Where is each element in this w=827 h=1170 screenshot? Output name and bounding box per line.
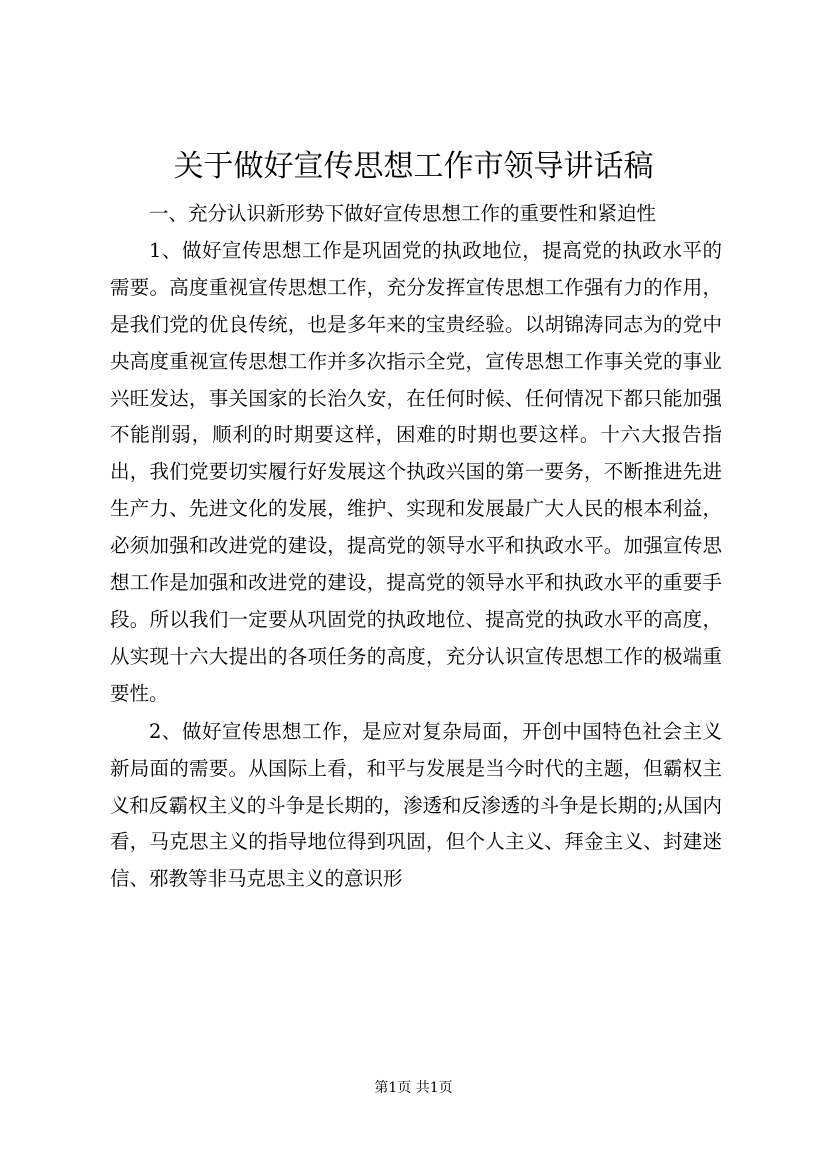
document-title: 关于做好宣传思想工作市领导讲话稿 [173,149,654,184]
document-body [110,196,722,898]
page-footer: 第1页 共1页 [374,1080,453,1096]
paragraph: 1、做好宣传思想工作是巩固党的执政地位，提高党的执政水平的需要。高度重视宣传思想工作，充分发挥宣传思想工作强有力的作用，是我们党的优良传统，也是多年来的宝贵经验。以胡锦涛同志为的党中央高度重视宣传思想工作并多次指示全党，宣传思想工作事关党的事业兴旺发达，事关国家的长治久安，在任何时候、任何情况下都只能加强不能削弱，顺利的时期要这样，困难的时期也要这样。十六大报告指出，我们党要切实履行好发展这个执政兴国的第一要务，不断推进先进生产力、先进文化的发展，维护、实现和发展最广大人民的根本利益，必须加强和改进党的建设，提高党的领导水平和执政水平。加强宣传思想工作是加强和改进党的建设，提高党的领导水平和执政水平的重要手段。所以我们一定要从巩固党的执政地位、提高党的执政水平的高度，从实现十六大提出的各项任务的高度，充分认识宣传思想工作的极端重要性。 [110,238,722,705]
section-heading: 一、充分认识新形势下做好宣传思想工作的重要性和紧迫性 [149,202,657,225]
paragraph: 2、做好宣传思想工作，是应对复杂局面，开创中国特色社会主义新局面的需要。从国际上看，和平与发展是当今时代的主题，但霸权主义和反霸权主义的斗争是长期的，渗透和反渗透的斗争是长期的;从国内看，马克思主义的指导地位得到巩固，但个人主义、拜金主义、封建迷信、邪教等非马克思主义的意识形 [110,719,722,891]
